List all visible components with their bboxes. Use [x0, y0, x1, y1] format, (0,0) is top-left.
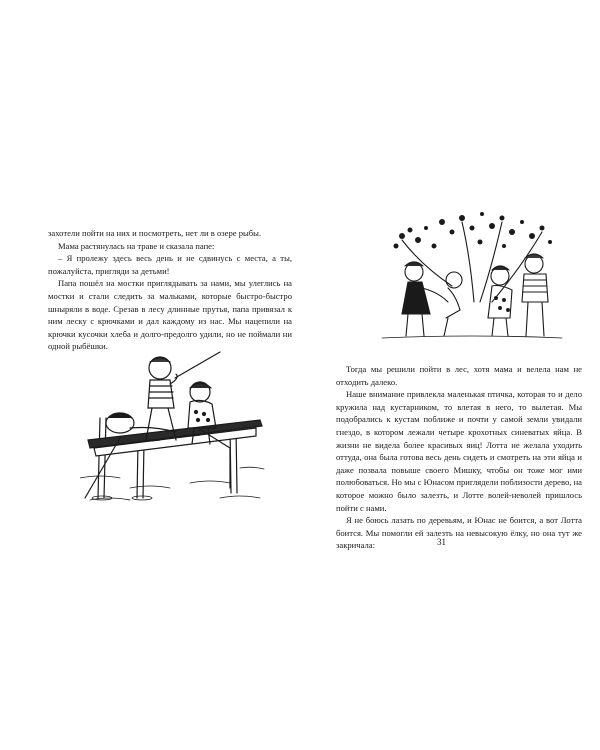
paragraph: Тогда мы решили пойти в лес, хотя мама и велела нам не отходить далеко.: [336, 364, 582, 387]
right-page-text: [336, 363, 582, 552]
right-page: [300, 0, 600, 750]
paragraph: Мама растянулась на траве и сказала папе:: [58, 240, 215, 251]
paragraph: Папа пошёл на мостки приглядывать за нами, мы улеглись на мостки и стали следить за мальками, которые быстро-быстро шныряли в воде. Срезав в лесу длинные прутья, папа привязал к ним леску с крючками и дал каждому из нас. Мы нацепили на крючки кусочки хлеба и долго-предолго удили, но не поймали ни одной рыбёшки.: [48, 278, 292, 352]
paragraph: – Я пролежу здесь весь день и не сдвинусь с места, а ты, пожалуйста, пригляди за детьми!: [48, 253, 292, 276]
page-number: 31: [437, 537, 446, 547]
illustration-children-by-bush: [362, 206, 578, 350]
left-page-text: [48, 227, 292, 353]
paragraph: Я не боюсь лазать по деревьям, и Юнас не боится, а вот Лотта боится. Мы помогли ей залезть на невысокую ёлку, но она тут же закричала:: [336, 515, 582, 551]
paragraph: захотели пойти на них и посмотреть, нет ли в озере рыбы.: [48, 228, 262, 238]
illustration-children-fishing: [80, 348, 270, 506]
paragraph: Наше внимание привлекла маленькая птичка, которая то и дело кружила над кустарником, то влетая в него, то вылетая. Мы подобрались к кустам поближе и почти у самой земли увидали гнездо, в котором лежали четыре крохотных синеватых яйца. В жизни не видела более красивых яиц! Лотта не желала уходить оттуда, она была готова весь день сидеть и смотреть на эти яйца и даже позвала повыше своего Мишку, чтобы он тоже мог ими полюбоваться. Но мы с Юнасом приглядели поблизости дерево, на которое можно было залезть, и Лотте волей-неволей пришлось пойти с нами.: [336, 389, 582, 513]
